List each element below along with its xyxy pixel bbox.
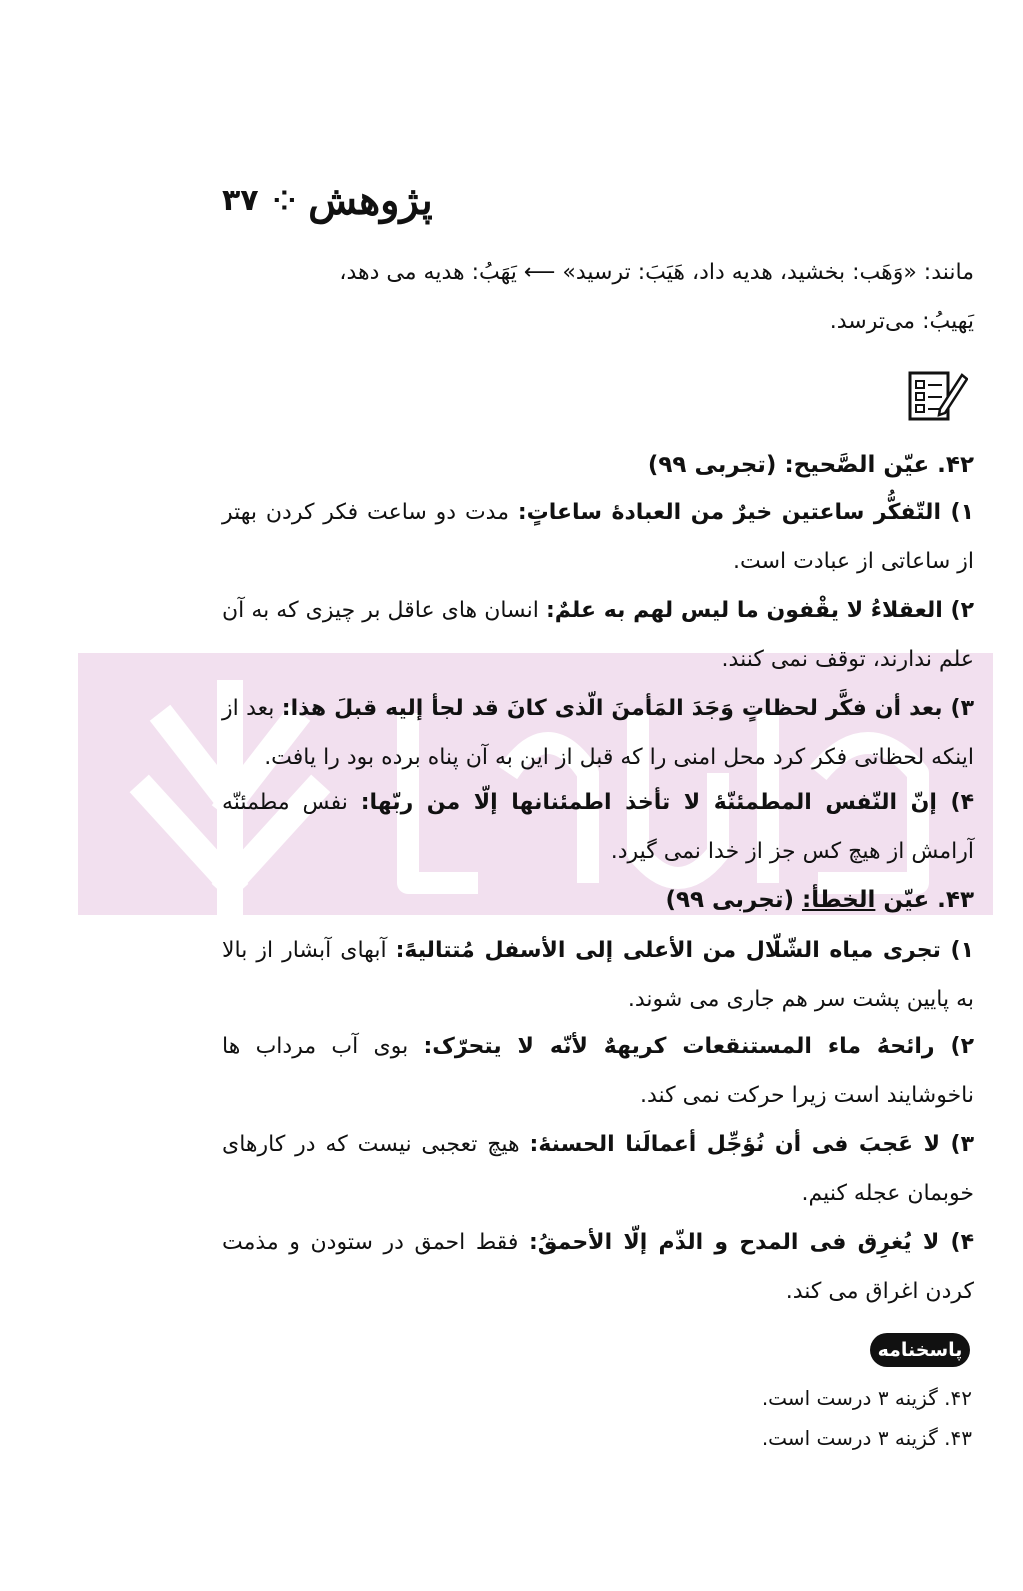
q42-option-2-arabic: ۲) العقلاءُ لا یقْفون ما لیس لهم به علمٌ: (545, 598, 974, 623)
q43-option-3 (222, 1120, 974, 1218)
question-42-source: (تجربی ۹۹) (647, 452, 777, 478)
q42-option-4-translation: نفس مطمئنّه آرامش از هیچ کس جز از خدا نمی گیرد. (222, 790, 974, 864)
q43-option-2-arabic: ۲) رائحهُ ماء المستنقعات کریههٌ لأنّه لا یتحرّک: (423, 1034, 974, 1059)
question-42-title (222, 445, 974, 485)
page-number: ۳۷ (222, 182, 259, 218)
q42-option-2 (222, 586, 974, 684)
answer-43: ۴۳. گزینه ۳ درست است. (761, 1426, 972, 1450)
intro-line-1: مانند: «وَهَب: بخشید، هدیه داد، هَیَبَ: ترسید» ⟵ یَهَبُ: هدیه می دهد، (339, 260, 974, 285)
q43-option-3-translation: هیچ تعجبی نیست که در کارهای خوبمان عجله کنیم. (222, 1132, 974, 1206)
dots-ornament: ⁘ (272, 183, 295, 217)
q42-option-4 (222, 778, 974, 876)
q43-option-1-arabic: ۱) تجری میاه الشّلّال من الأعلی إلی الأسفل مُتتالیهً: (395, 938, 975, 963)
question-43-title (222, 880, 974, 920)
q42-option-4-arabic: ۴) إنّ النّفس المطمئنّهٔ لا تأخذ اطمئنانها إلّا من ربّها: (360, 790, 974, 815)
q43-option-4-translation: فقط احمق در ستودن و مذمت کردن اغراق می کند. (222, 1230, 974, 1304)
q42-option-2-translation: انسان های عاقل بر چیزی که به آن علم ندارند، توقف نمی کنند. (222, 598, 974, 672)
q42-option-3 (222, 684, 974, 782)
answer-key-badge: پاسخنامه (870, 1333, 970, 1367)
q43-option-1 (222, 926, 974, 1024)
q42-option-1 (222, 488, 974, 586)
question-43-prefix: ۴۳. عیّن (883, 887, 974, 913)
exercise-checklist-icon (904, 365, 968, 425)
intro-line-2: یَهیبُ: می‌ترسد. (829, 309, 974, 334)
q42-option-1-arabic: ۱) التّفکُّر ساعتین خیرٌ من العبادهٔ ساعاتٍ: (517, 500, 974, 525)
q43-option-4 (222, 1218, 974, 1316)
q42-option-1-translation: مدت دو ساعت فکر کردن بهتر از ساعاتی از عبادت است. (222, 500, 974, 574)
q43-option-2-translation: بوی آب مرداب ها ناخوشایند است زیرا حرکت نمی کند. (222, 1034, 974, 1108)
question-43-keyword: الخطأ: (802, 887, 876, 913)
q43-option-3-arabic: ۳) لا عَجبَ فی أن نُؤجِّل أعمالَنا الحسنهٔ: (529, 1132, 974, 1157)
chapter-title: پژوهش (308, 176, 433, 224)
q42-option-3-translation: بعد از اینکه لحظاتی فکر کرد محل امنی را که قبل از این به آن پناه برده بود را یافت. (222, 696, 974, 770)
intro-paragraph (222, 248, 974, 346)
question-43-source: (تجربی ۹۹) (665, 887, 794, 913)
page-header (222, 170, 522, 230)
q42-option-3-arabic: ۳) بعد أن فکَّر لحظاتٍ وَجَدَ المَأمنَ الّذی کانَ قد لجأ إلیه قبلَ هذا: (281, 696, 975, 721)
question-42-label: ۴۲. عیّن الصَّحیح: (784, 452, 974, 478)
q43-option-1-translation: آبهای آبشار از بالا به پایین پشت سر هم جاری می شوند. (222, 938, 974, 1012)
q43-option-4-arabic: ۴) لا یُغرِق فی المدح و الذّم إلّا الأحمقُ: (528, 1230, 974, 1255)
answer-42: ۴۲. گزینه ۳ درست است. (761, 1386, 972, 1410)
q43-option-2 (222, 1022, 974, 1120)
